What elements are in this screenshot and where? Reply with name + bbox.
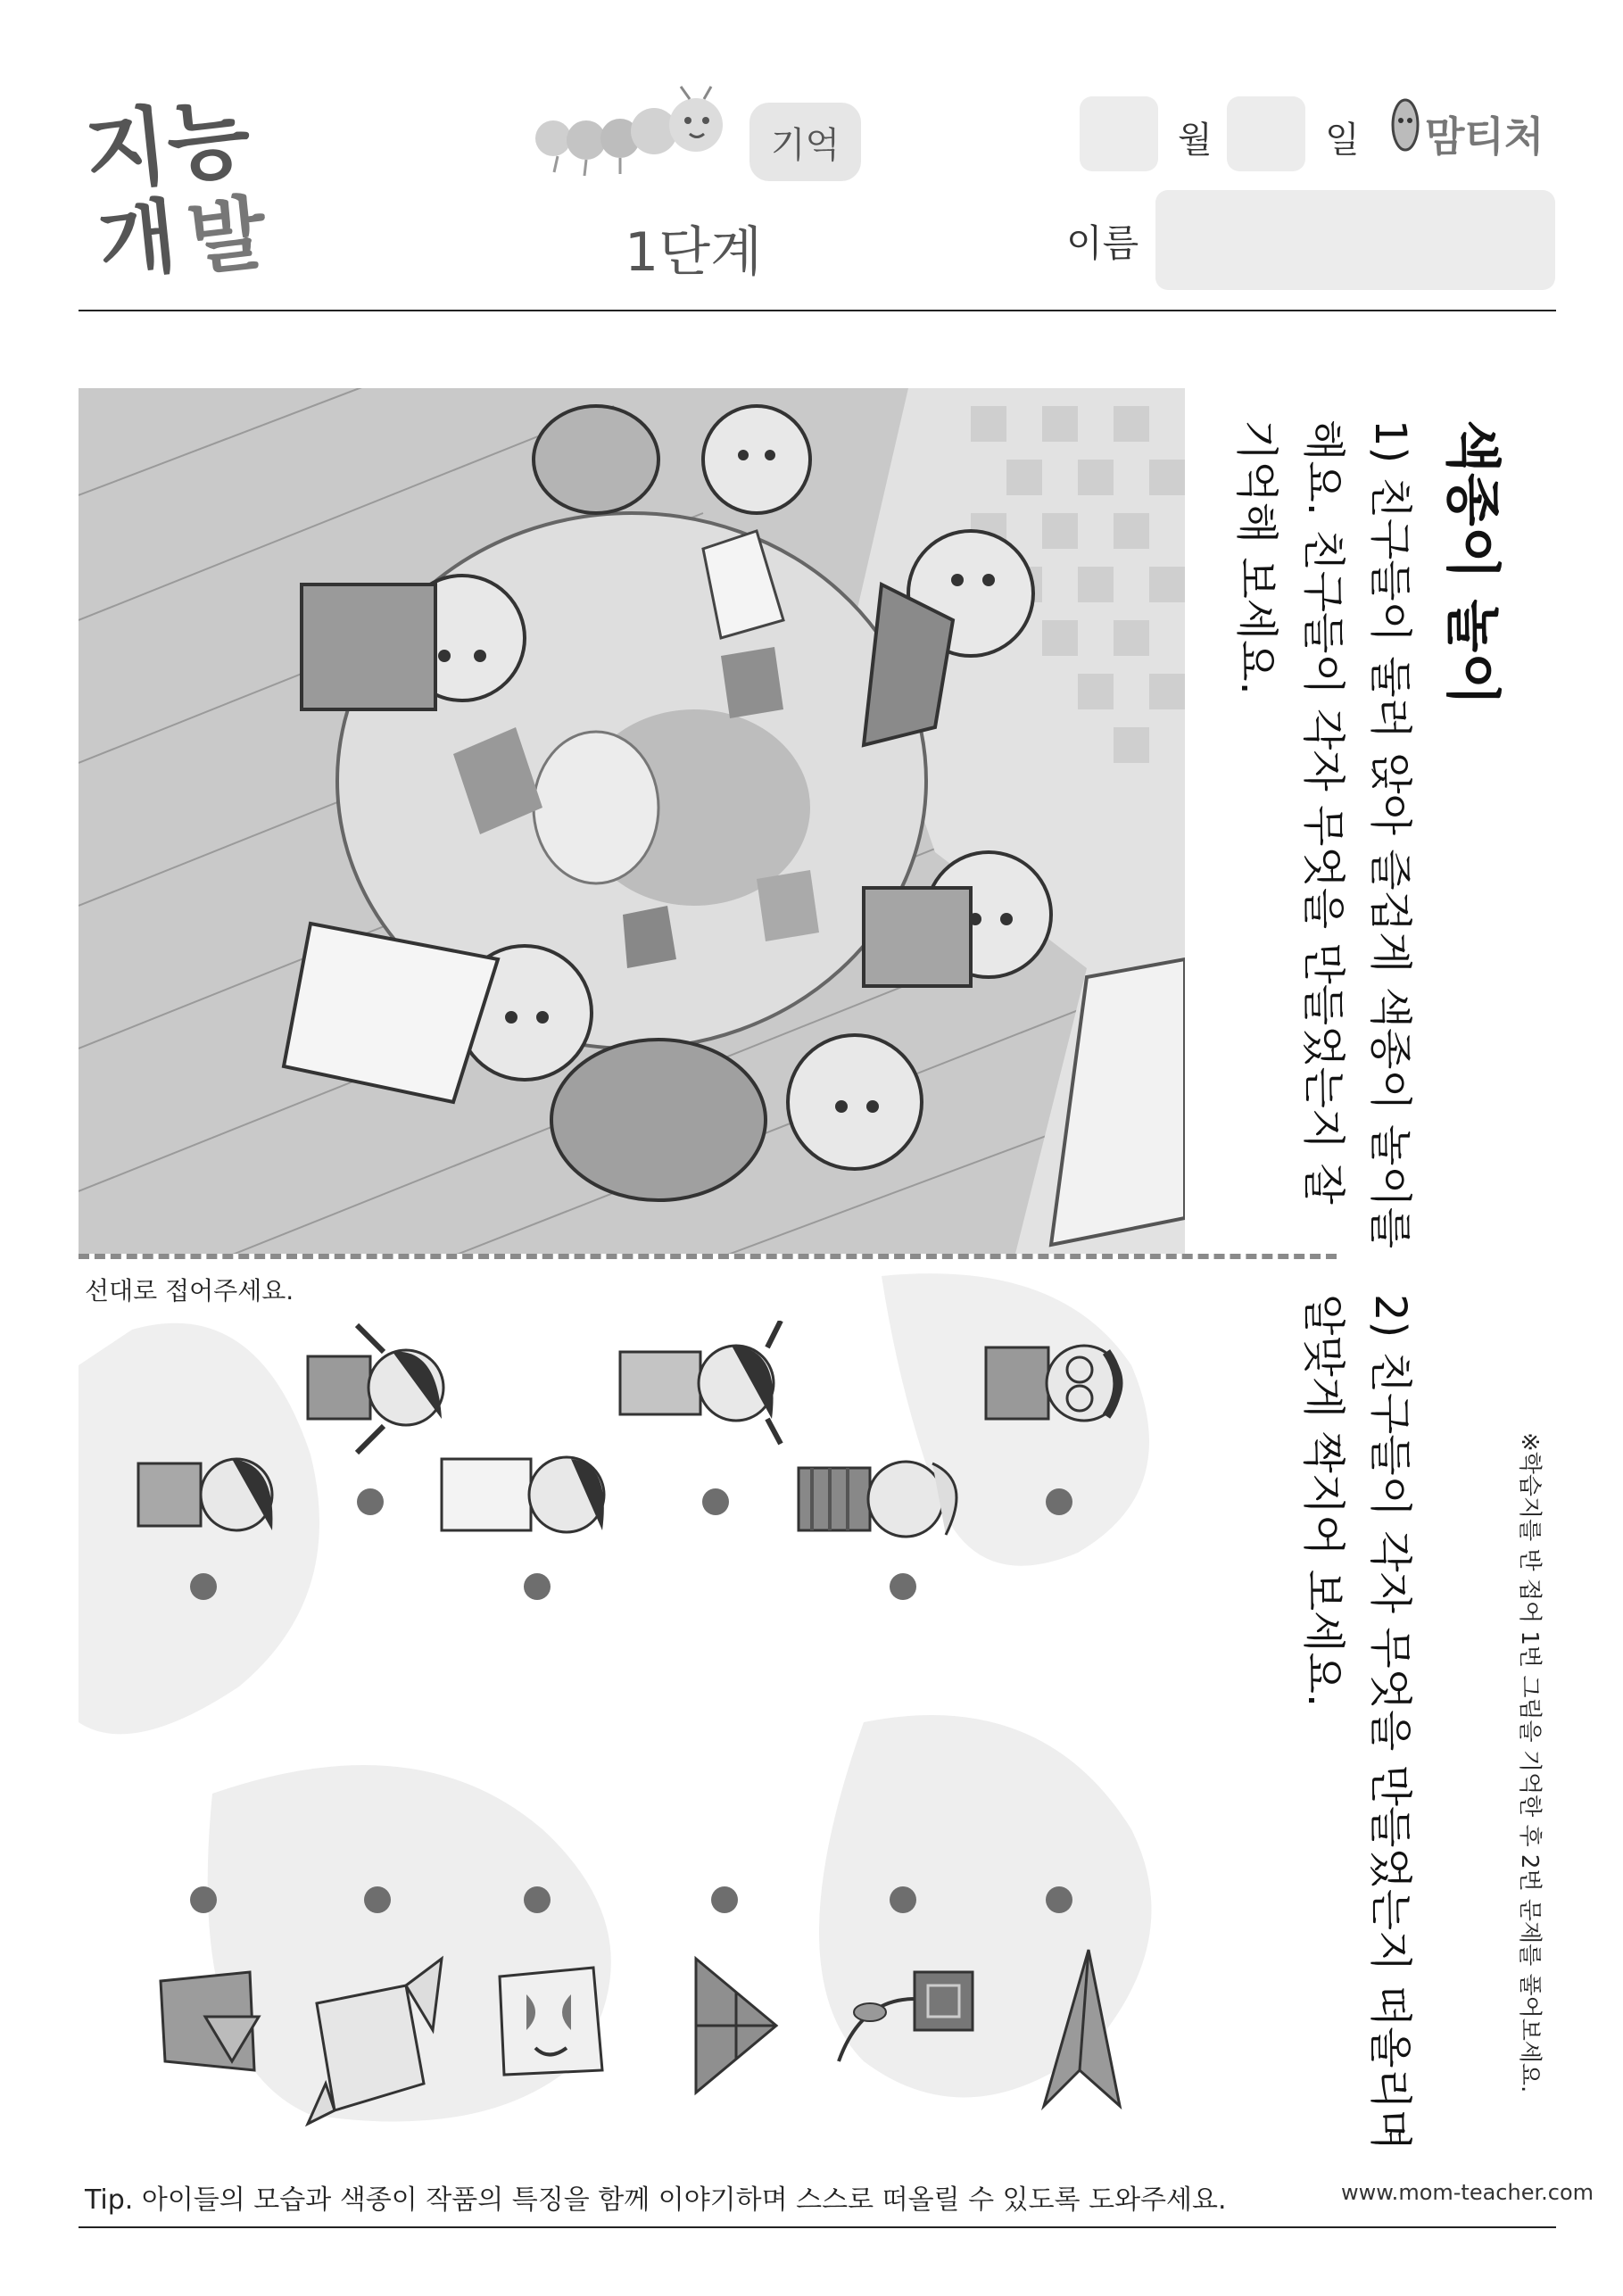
- craft-paper-rose: [834, 1963, 977, 2083]
- friend-girl-pigtails: [616, 1321, 794, 1449]
- craft-paper-mask: [495, 1963, 611, 2083]
- side-note: ※학습지를 반 접어 1번 그림을 기억한 후 2번 문제를 풀어보세요.: [1516, 1432, 1543, 2093]
- month-label: 월: [1178, 120, 1213, 161]
- craft-dot-6[interactable]: [1046, 1886, 1072, 1913]
- friend-dot-6[interactable]: [1046, 1488, 1072, 1515]
- caterpillar-icon: [531, 85, 745, 183]
- question-1-line-2: 해요. 친구들이 각자 무엇을 만들었는지 잘: [1298, 419, 1348, 1205]
- friend-boy-cap-striped: [794, 1446, 973, 1556]
- craft-dot-1[interactable]: [190, 1886, 217, 1913]
- question-1: [1222, 419, 1423, 1248]
- craft-dot-2[interactable]: [364, 1886, 391, 1913]
- question-2-line-1: 2) 친구들이 각자 무엇을 만들었는지 떠올리며: [1365, 1294, 1415, 2151]
- friend-girl-polka-dress: [134, 1446, 277, 1547]
- craft-dot-3[interactable]: [524, 1886, 551, 1913]
- mom-teacher-brand: [1387, 94, 1566, 165]
- friend-boy-glasses: [981, 1334, 1133, 1436]
- name-input-box[interactable]: [1155, 190, 1555, 290]
- question-2-line-2: 알맞게 짝지어 보세요.: [1298, 1294, 1348, 1708]
- craft-dot-5[interactable]: [890, 1886, 916, 1913]
- name-label: 이름: [1066, 221, 1139, 265]
- craft-paper-crane: [299, 1950, 451, 2132]
- footer-divider: [79, 2226, 1556, 2228]
- svg-text:발: 발: [183, 186, 271, 287]
- website-url[interactable]: www.mom-teacher.com: [1341, 2180, 1594, 2205]
- question-2: [1289, 1294, 1423, 2151]
- brand-text: 맘티처: [1425, 112, 1544, 161]
- level-label: 1단계: [625, 221, 763, 284]
- friend-dot-3[interactable]: [524, 1573, 551, 1600]
- friend-dot-4[interactable]: [702, 1488, 729, 1515]
- friend-boy-apron: [437, 1446, 616, 1547]
- craft-paper-triangle: [687, 1950, 785, 2105]
- fold-instruction: 선대로 접어주세요.: [85, 1276, 294, 1305]
- month-input-box[interactable]: [1080, 96, 1158, 171]
- tip-text: Tip. 아이들의 모습과 색종이 작품의 특징을 함께 이야기하며 스스로 떠올릴 수 있도록 도와주세요.: [85, 2184, 1227, 2216]
- question-1-line-3: 기억해 보세요.: [1231, 419, 1281, 695]
- origami-party-illustration: [79, 388, 1185, 1254]
- craft-paper-boat: [152, 1963, 268, 2083]
- header-divider: [79, 310, 1556, 311]
- craft-paper-airplane: [1035, 1945, 1124, 2118]
- question-1-line-1: 1) 친구들이 둘러 앉아 즐겁게 색종이 놀이를: [1365, 419, 1415, 1249]
- day-input-box[interactable]: [1227, 96, 1305, 171]
- worksheet-title: 색종이 놀이: [1440, 419, 1505, 707]
- category-tag: 기억: [749, 103, 861, 181]
- jineung-gaebal-logo: [80, 85, 330, 290]
- day-label: 일: [1325, 120, 1360, 161]
- friend-dot-2[interactable]: [357, 1488, 384, 1515]
- svg-text:개: 개: [94, 189, 181, 290]
- craft-dot-4[interactable]: [711, 1886, 738, 1913]
- friend-dot-1[interactable]: [190, 1573, 217, 1600]
- friend-dot-5[interactable]: [890, 1573, 916, 1600]
- friend-girl-braids: [303, 1321, 455, 1458]
- svg-text:지능: 지능: [80, 87, 255, 204]
